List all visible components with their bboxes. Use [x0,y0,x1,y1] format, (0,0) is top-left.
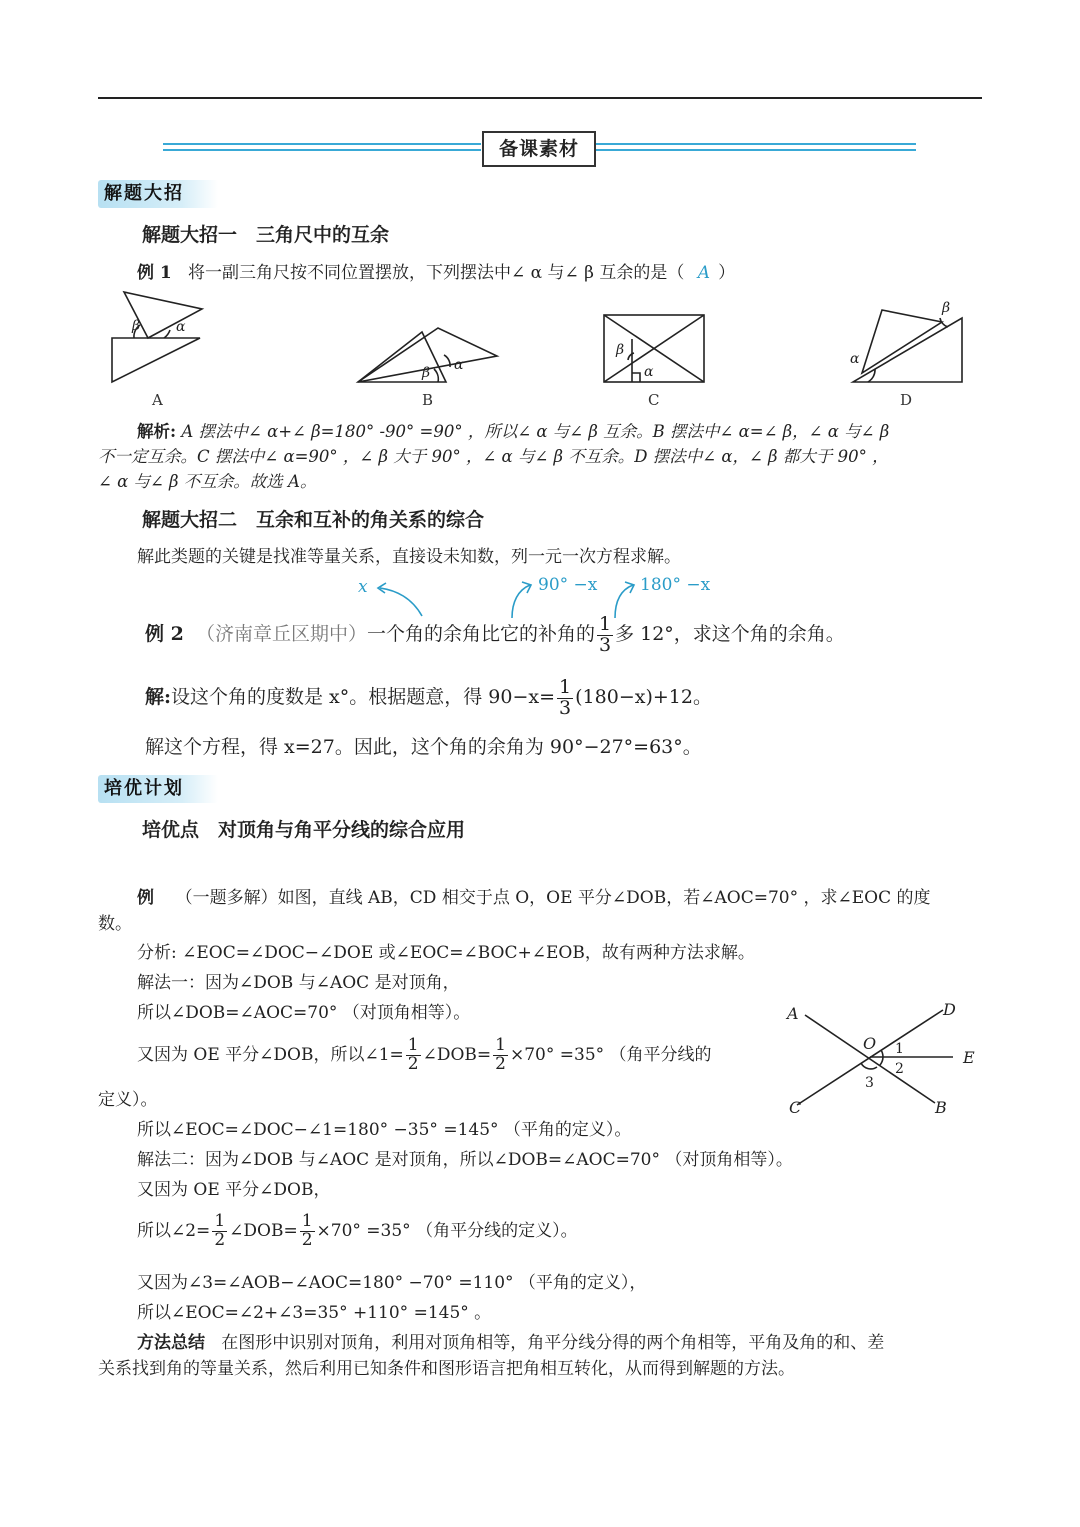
solution2-line4: 又因为∠3=∠AOB−∠AOC=180° −70° =110° （平角的定义）， [137,1273,647,1293]
section-tag-peiyou: 培优计划 [98,775,218,803]
banner-title: 备课素材 [482,131,596,167]
fig-d-alpha: α [850,351,860,367]
fig-point-d: D [943,1000,956,1019]
example2-sol-a: 设这个角的度数是 x°。根据题意，得 90−x= [171,686,556,708]
half-fraction: $\frac{1}{2}$ [214,1211,226,1250]
half-fraction: $\frac{1}{2}$ [407,1035,419,1074]
fig-a-bottom-triangle [112,338,200,382]
example3-line1 [137,883,930,908]
solution1-line2: 所以∠DOB=∠AOC=70° （对顶角相等）。 [137,1003,471,1023]
fig-angle-1: 1 [895,1041,904,1057]
summary-text1: 在图形中识别对顶角，利用对顶角相等，角平分线分得的两个角相等，平角及角的和、差 [221,1333,885,1353]
annotation-x: x [358,577,368,597]
solution2-line1: 解法二：因为∠DOB 与∠AOC 是对顶角，所以∠DOB=∠AOC=70° （对顶角相等）。 [137,1150,793,1170]
intersecting-lines-figure [775,995,985,1125]
analysis1-line3: ∠ α 与∠ β 不互余。故选 A。 [98,472,317,491]
summary-line1 [137,1328,884,1353]
top-rule [98,97,982,99]
example2-text-a: 一个角的余角比它的补角的 [366,623,595,645]
example1-close: ） [718,263,736,283]
example2-label: 例 2 [145,623,184,645]
fig-point-o: O [863,1034,877,1053]
solution2-line2: 又因为 OE 平分∠DOB， [137,1180,331,1200]
example2-fraction: $\frac{1}{3}$ [598,612,612,656]
fig-a-alpha: α [176,319,186,335]
solution1-line3-a: 又因为 OE 平分∠DOB，所以∠1= [137,1045,404,1065]
solution1-line4: 定义）。 [98,1090,158,1110]
annotation-supplement: 180° −x [640,575,711,595]
example3-text1: （一题多解）如图，直线 AB，CD 相交于点 O，OE 平分∠DOB，若∠AOC=70° ，求∠EOC 的度 [175,888,931,908]
fig-b-beta: β [422,365,431,381]
fig-a-beta: β [132,318,141,334]
half-fraction: $\frac{1}{2}$ [301,1211,313,1250]
method2-title: 解题大招二 互余和互补的角关系的综合 [142,509,485,531]
solution1-line3-b: ∠DOB= [422,1045,492,1065]
summary-label: 方法总结 [137,1333,205,1353]
method2-intro: 解此类题的关键是找准等量关系，直接设未知数，列一元一次方程求解。 [137,547,681,567]
annotation-complement: 90° −x [538,575,598,595]
example2-source: （济南章丘区期中） [195,623,367,645]
solution2-line3-a: 所以∠2= [137,1221,211,1241]
example2-sol-b: (180−x)+12。 [575,686,712,708]
solution2-line5: 所以∠EOC=∠2+∠3=35° +110° =145° 。 [137,1303,492,1323]
fig-point-a: A [787,1004,799,1023]
solution1-line3 [137,1030,712,1080]
solution1-line1: 解法一：因为∠DOB 与∠AOC 是对顶角， [137,973,460,993]
fig-d-slant-triangle [862,310,942,373]
analysis1-text1: A 摆法中∠ α+∠ β=180° -90° =90° ，所以∠ α 与∠ β 互余。B 摆法中∠ α=∠ β，∠ α 与∠ β [181,422,890,441]
fig-point-b: B [935,1098,947,1117]
analysis1-label: 解析: [137,422,177,441]
example3-label: 例 [137,888,154,908]
solution2-line3-c: ×70° =35° （角平分线的定义）。 [316,1221,578,1241]
example1-text: 将一副三角尺按不同位置摆放，下列摆法中∠ α 与∠ β 互余的是（ [187,263,685,283]
fig-d-beta: β [942,300,951,316]
fig-label-c: C [648,391,660,409]
half-fraction: $\frac{1}{2}$ [495,1035,506,1074]
example2-sol-fraction: $\frac{1}{3}$ [559,675,572,719]
fig-point-e: E [963,1048,975,1067]
example2-solution-line2: 解这个方程，得 x=27。因此，这个角的余角为 90°−27°=63°。 [145,736,702,758]
solution1-line5: 所以∠EOC=∠DOC−∠1=180° −35° =145° （平角的定义）。 [137,1120,632,1140]
fig-label-b: B [422,391,434,409]
example1-answer: A [697,263,711,283]
section-tag-jieti: 解题大招 [98,180,218,208]
example1-label: 例 1 [137,263,172,283]
banner-rule-left [163,143,481,145]
summary-line2: 关系找到角的等量关系，然后利用已知条件和图形语言把角相互转化，从而得到解题的方法。 [98,1359,795,1379]
example2-solution [145,675,712,719]
fig-label-d: D [900,391,913,409]
banner-rule-right-2 [594,149,916,151]
fig-angle-2: 2 [895,1061,904,1077]
example3-analysis: 分析: ∠EOC=∠DOC−∠DOE 或∠EOC=∠BOC+∠EOB，故有两种方法求解。 [137,943,755,963]
banner-rule-right [594,143,916,145]
fig-label-a: A [152,391,163,409]
triangle-figures [100,285,1000,410]
analysis1-line1 [137,418,889,442]
solution2-line3 [137,1206,578,1256]
fig-c-beta: β [616,342,625,358]
fig-b-alpha: α [454,357,464,373]
example2-sol-label: 解: [145,686,172,708]
example3-line2: 数。 [98,914,132,934]
fig-angle-3: 3 [865,1075,874,1091]
method1-title: 解题大招一 三角尺中的互余 [142,224,390,246]
example2-stem [145,612,845,656]
banner-rule-left-2 [163,149,481,151]
example2-text-b: 多 12°，求这个角的余角。 [615,623,845,645]
solution1-line3-c: ×70° =35° （角平分线的 [509,1045,712,1065]
point-title: 培优点 对顶角与角平分线的综合应用 [142,819,466,841]
example1-stem [137,258,735,283]
fig-c-alpha: α [644,364,654,380]
analysis1-line2: 不一定互余。C 摆法中∠ α=90° ，∠ β 大于 90° ，∠ α 与∠ β 不互余。D 摆法中∠ α，∠ β 都大于 90° ， [98,447,889,466]
solution2-line3-b: ∠DOB= [229,1221,298,1241]
fig-point-c: C [789,1098,802,1117]
